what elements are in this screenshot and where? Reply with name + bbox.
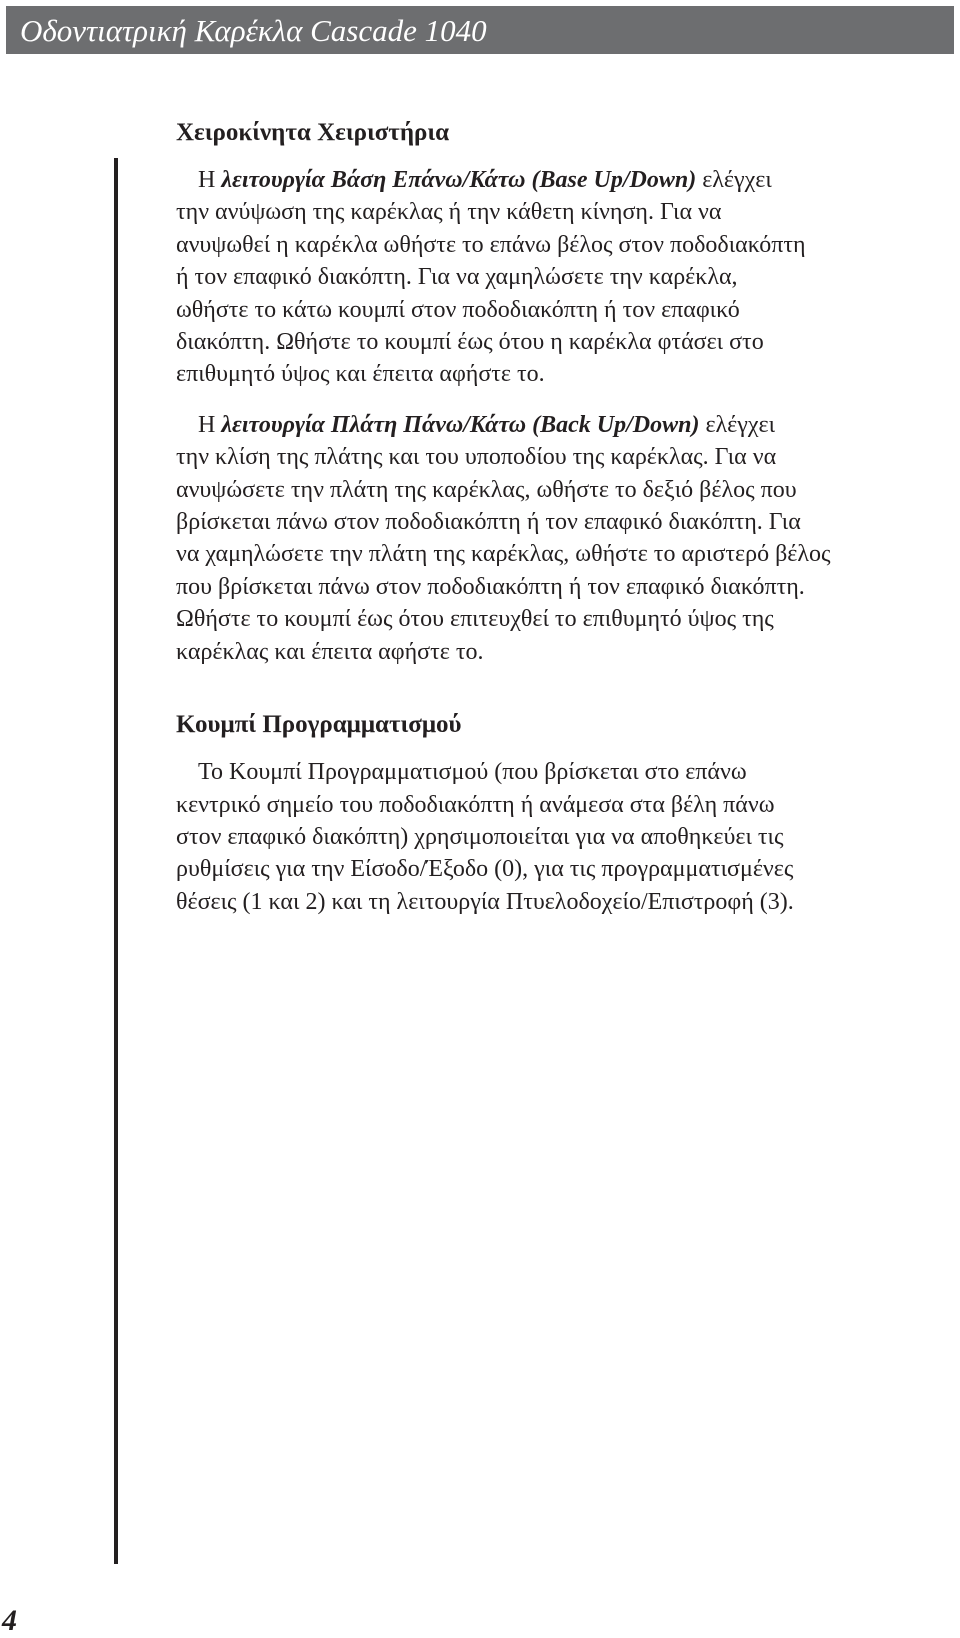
text-line: διακόπτη. Ωθήστε το κουμπί έως ότου η καρέκλα φτάσει στο xyxy=(176,329,764,356)
header-bar xyxy=(6,6,954,54)
text-run: ελέγχει xyxy=(696,167,772,193)
text-line: ανυψώσετε την πλάτη της καρέκλας, ωθήστε το δεξιό βέλος που xyxy=(176,476,797,503)
text-run: ελέγχει xyxy=(699,411,776,438)
text-line: ωθήστε το κάτω κουμπί στον ποδοδιακόπτη ή τον επαφικό xyxy=(176,296,740,323)
text-line: την ανύψωση της καρέκλας ή την κάθετη κίνηση. Για να xyxy=(176,199,722,226)
paragraph-back-up-down xyxy=(176,409,960,668)
text-run: Η xyxy=(198,411,222,438)
text-line: ρυθμίσεις για την Είσοδο/Έξοδο (0), για τις προγραμματισμένες xyxy=(176,856,794,883)
paragraph-base-up-down xyxy=(176,164,960,391)
text-line: που βρίσκεται πάνω στον ποδοδιακόπτη ή τον επαφικό διακόπτη. xyxy=(176,573,805,600)
text-line: κεντρικό σημείο του ποδοδιακόπτη ή ανάμεσα στα βέλη πάνω xyxy=(176,791,775,818)
text-line: στον επαφικό διακόπτη) χρησιμοποιείται για να αποθηκεύει τις xyxy=(176,823,784,850)
text-line: ανυψωθεί η καρέκλα ωθήστε το επάνω βέλος στον ποδοδιακόπτη xyxy=(176,231,806,258)
text-line: Το Κουμπί Προγραμματισμού (που βρίσκεται στο επάνω xyxy=(198,759,747,786)
text-line xyxy=(176,164,960,196)
text-run: Η xyxy=(198,167,222,193)
paragraph-program-button xyxy=(176,756,960,918)
text-line: καρέκλας και έπειτα αφήστε το. xyxy=(176,638,484,665)
page-header-title: Οδοντιατρική Καρέκλα Cascade 1040 xyxy=(20,13,487,48)
text-line: θέσεις (1 και 2) και τη λειτουργία Πτυελοδοχείο/Επιστροφή (3). xyxy=(176,888,794,915)
emphasis-back-function: λειτουργία Πλάτη Πάνω/Κάτω (Back Up/Down) xyxy=(221,411,700,438)
section-heading-manual-controls: Χειροκίνητα Χειριστήρια xyxy=(176,119,450,146)
text-line: βρίσκεται πάνω στον ποδοδιακόπτη ή τον επαφικό διακόπτη. Για xyxy=(176,509,801,536)
text-line: επιθυμητό ύψος και έπειτα αφήστε το. xyxy=(176,361,545,388)
text-line: την κλίση της πλάτης και του υποποδίου της καρέκλας. Για να xyxy=(176,444,777,471)
text-line: Ωθήστε το κουμπί έως ότου επιτευχθεί το επιθυμητό ύψος της xyxy=(176,606,774,633)
side-rule xyxy=(114,158,118,1564)
text-line: ή τον επαφικό διακόπτη. Για να χαμηλώσετε την καρέκλα, xyxy=(176,264,738,291)
page-number: 4 xyxy=(2,1604,17,1637)
text-line xyxy=(176,409,960,441)
main-content xyxy=(176,110,960,918)
section-heading-program-button: Κουμπί Προγραμματισμού xyxy=(176,711,462,739)
text-line: να χαμηλώσετε την πλάτη της καρέκλας, ωθήστε το αριστερό βέλος xyxy=(176,541,831,568)
emphasis-base-function: λειτουργία Βάση Επάνω/Κάτω (Base Up/Down) xyxy=(221,167,697,193)
